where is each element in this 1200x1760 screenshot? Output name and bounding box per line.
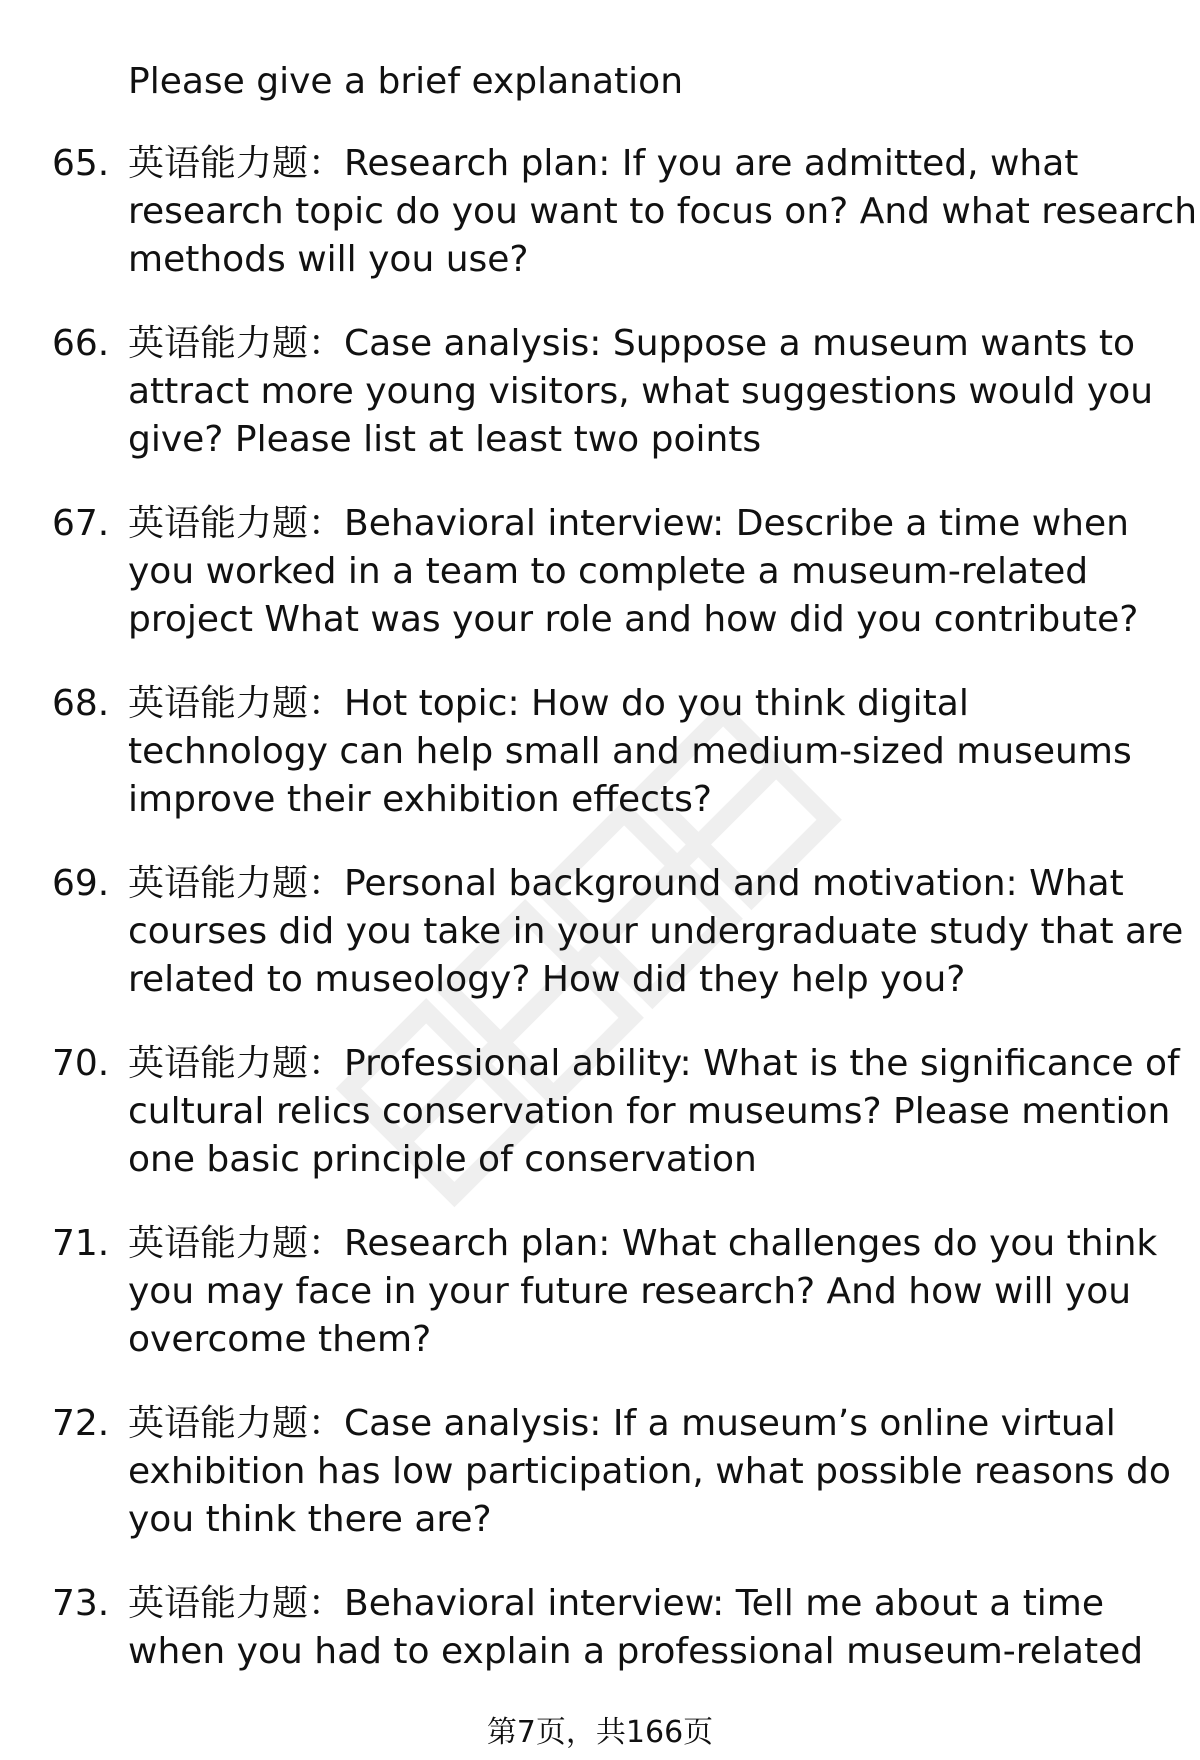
question-item [0, 140, 1200, 320]
question-line: cultural relics conservation for museums? Please mention [128, 1091, 1171, 1132]
question-line: 英语能力题：Behavioral interview: Describe a time when [128, 503, 1129, 544]
question-text [128, 140, 1198, 284]
question-line: one basic principle of conservation [128, 1139, 757, 1180]
question-text [128, 320, 1158, 464]
question-number: 71. [52, 1223, 110, 1264]
question-item [0, 1400, 1200, 1580]
question-line: 英语能力题：Hot topic: How do you think digital [128, 683, 969, 724]
question-number: 67. [52, 503, 110, 544]
question-number: 70. [52, 1043, 110, 1084]
question-line: overcome them? [128, 1319, 432, 1360]
question-line: 英语能力题：Research plan: What challenges do you think [128, 1223, 1158, 1264]
question-text [128, 1040, 1180, 1184]
question-line: courses did you take in your undergraduate study that are [128, 911, 1184, 952]
question-text [128, 500, 1158, 644]
question-list [0, 140, 1200, 1760]
question-line: methods will you use? [128, 239, 529, 280]
question-item [0, 1040, 1200, 1220]
question-number: 69. [52, 863, 110, 904]
question-item [0, 1220, 1200, 1400]
question-line: project What was your role and how did you contribute? [128, 599, 1139, 640]
question-line: 英语能力题：Behavioral interview: Tell me about a time [128, 1583, 1105, 1624]
question-text [128, 860, 1184, 1004]
question-number: 68. [52, 683, 110, 724]
question-line: 英语能力题：Personal background and motivation: What [128, 863, 1124, 904]
page-number-footer: 第7页，共166页 [486, 1715, 714, 1750]
question-line: research topic do you want to focus on? And what research [128, 191, 1198, 232]
question-line: 英语能力题：Case analysis: If a museum’s online virtual [128, 1403, 1116, 1444]
question-number: 72. [52, 1403, 110, 1444]
question-number: 73. [52, 1583, 110, 1624]
question-item [0, 320, 1200, 500]
question-item [0, 500, 1200, 680]
question-line: related to museology? How did they help you? [128, 959, 966, 1000]
question-item [0, 860, 1200, 1040]
question-line: exhibition has low participation, what possible reasons do [128, 1451, 1171, 1492]
question-line: 英语能力题：Professional ability: What is the significance of [128, 1043, 1180, 1084]
question-line: attract more young visitors, what suggestions would you [128, 371, 1154, 412]
question-number: 66. [52, 323, 110, 364]
question-text [128, 1220, 1158, 1364]
question-item [0, 680, 1200, 860]
question-line: improve their exhibition effects? [128, 779, 712, 820]
question-line: you may face in your future research? And how will you [128, 1271, 1132, 1312]
question-line: you worked in a team to complete a museum-related [128, 551, 1089, 592]
question-line: 英语能力题：Case analysis: Suppose a museum wants to [128, 323, 1136, 364]
question-line: technology can help small and medium-sized museums [128, 731, 1132, 772]
question-line: when you had to explain a professional museum-related [128, 1631, 1144, 1672]
question-text [128, 680, 1158, 824]
question-text [128, 1400, 1171, 1544]
question-line: 英语能力题：Research plan: If you are admitted, what [128, 143, 1079, 184]
intro-text: Please give a brief explanation [128, 61, 684, 102]
question-line: you think there are? [128, 1499, 492, 1540]
question-text [128, 1580, 1158, 1676]
question-line: give? Please list at least two points [128, 419, 762, 460]
question-number: 65. [52, 143, 110, 184]
